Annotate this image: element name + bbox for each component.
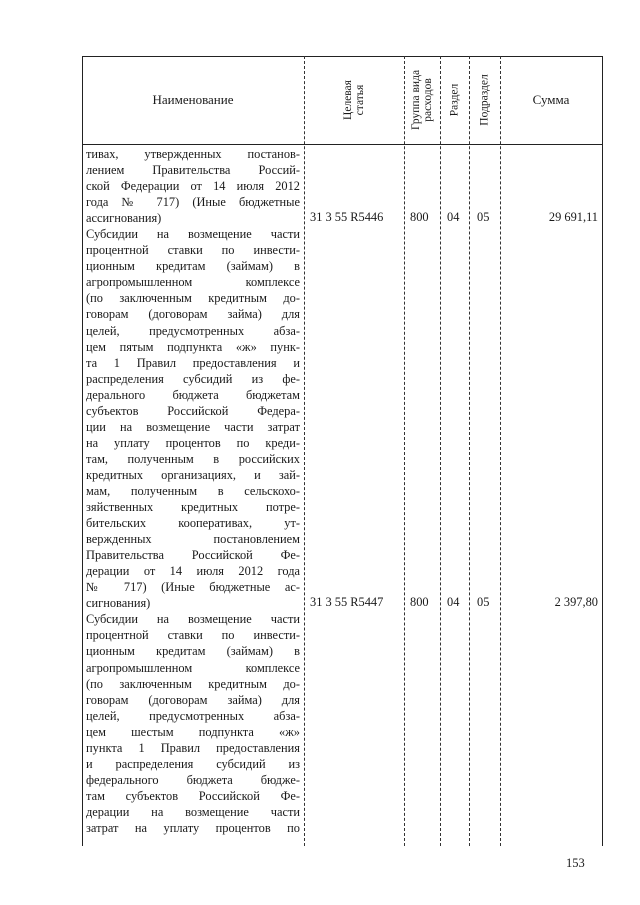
row2-line: мам, полученным в сельскохо- bbox=[86, 483, 300, 498]
row3-line: и распределения субсидий из bbox=[86, 756, 300, 771]
header-expense-group bbox=[404, 56, 440, 144]
row3-line: цем шестым подпункта «ж» bbox=[86, 724, 300, 739]
row2-line: дерации от 14 июля 2012 года bbox=[86, 564, 300, 579]
row2-line: вержденных постановлением bbox=[86, 532, 300, 547]
row1-sum: 29 691,11 bbox=[548, 210, 598, 224]
row3-line: дерации на возмещение части bbox=[86, 804, 300, 819]
row1-line: ской Федерации от 14 июля 2012 bbox=[86, 179, 300, 194]
row2-group: 800 bbox=[410, 595, 429, 609]
row2-line: ционным кредитам (займам) в bbox=[86, 259, 300, 274]
row1-line: лением Правительства Россий- bbox=[86, 163, 300, 178]
page-number: 153 bbox=[566, 856, 585, 870]
row2-code: 31 3 55 R5447 bbox=[310, 595, 384, 609]
row2-line: № 717) (Иные бюджетные ас- bbox=[86, 580, 300, 595]
row2-line: цем пятым подпункта «ж» пунк- bbox=[86, 339, 300, 354]
row2-line: бительских кооперативах, ут- bbox=[86, 516, 300, 531]
header-expense-group-label: Группа вида расходов bbox=[410, 69, 435, 131]
column-divider bbox=[404, 56, 405, 846]
row2-line: зяйственных кредитных потре- bbox=[86, 500, 300, 515]
row2-line: (по заключенным кредитным до- bbox=[86, 291, 300, 306]
table-left-border bbox=[82, 56, 83, 846]
row2-line: говорам (договорам займа) для bbox=[86, 307, 300, 322]
row2-line: там, полученным в российских bbox=[86, 451, 300, 466]
header-section-label: Раздел bbox=[448, 83, 461, 117]
row2-sum: 2 397,80 bbox=[554, 595, 598, 609]
row3-line: там субъектов Российской Фе- bbox=[86, 788, 300, 803]
row1-line: тивах, утвержденных постанов- bbox=[86, 147, 300, 161]
name-column bbox=[86, 146, 300, 836]
row3-line: ционным кредитам (займам) в bbox=[86, 644, 300, 659]
column-divider bbox=[469, 56, 470, 846]
row2-line: Правительства Российской Фе- bbox=[86, 548, 300, 563]
row2-subsection: 05 bbox=[477, 595, 490, 609]
header-subsection-label: Подраздел bbox=[478, 74, 491, 126]
header-target-article-label: Целевая статья bbox=[342, 80, 366, 120]
row2-line: на уплату процентов по креди- bbox=[86, 435, 300, 450]
column-divider bbox=[500, 56, 501, 846]
column-divider bbox=[440, 56, 441, 846]
row2-line: ции на возмещение части затрат bbox=[86, 419, 300, 434]
row1-section: 04 bbox=[447, 210, 460, 224]
column-divider bbox=[304, 56, 305, 846]
row1-line: ассигнования) bbox=[86, 211, 162, 226]
header-name: Наименование bbox=[152, 92, 234, 107]
row3-line: говорам (договорам займа) для bbox=[86, 692, 300, 707]
row2-line: агропромышленном комплексе bbox=[86, 275, 300, 290]
row1-line: года № 717) (Иные бюджетные bbox=[86, 195, 300, 210]
row3-line: агропромышленном комплексе bbox=[86, 660, 300, 675]
row2-line: кредитных организациях, и зай- bbox=[86, 467, 300, 482]
row3-line: Субсидии на возмещение части bbox=[86, 612, 300, 627]
row3-line: целей, предусмотренных абза- bbox=[86, 708, 300, 723]
row3-line: пункта 1 Правил предоставления bbox=[86, 740, 300, 755]
header-target-article bbox=[304, 56, 404, 144]
header-bottom-border bbox=[82, 144, 602, 145]
row1-subsection: 05 bbox=[477, 210, 490, 224]
row2-line: процентной ставки по инвести- bbox=[86, 243, 300, 258]
row3-line: процентной ставки по инвести- bbox=[86, 628, 300, 643]
row2-line: субъектов Российской Федера- bbox=[86, 403, 300, 418]
row2-line: целей, предусмотренных абза- bbox=[86, 323, 300, 338]
row1-group: 800 bbox=[410, 210, 429, 224]
row2-line: дерального бюджета бюджетам bbox=[86, 387, 300, 402]
row2-line: распределения субсидий из фе- bbox=[86, 371, 300, 386]
row3-line: (по заключенным кредитным до- bbox=[86, 676, 300, 691]
row2-line: та 1 Правил предоставления и bbox=[86, 355, 300, 370]
header-section bbox=[440, 56, 469, 144]
row2-section: 04 bbox=[447, 595, 460, 609]
row2-line: сигнования) bbox=[86, 596, 151, 611]
header-sum: Сумма bbox=[532, 92, 570, 107]
row1-code: 31 3 55 R5446 bbox=[310, 210, 384, 224]
row2-line: Субсидии на возмещение части bbox=[86, 227, 300, 242]
header-subsection bbox=[469, 56, 500, 144]
row3-line: затрат на уплату процентов по bbox=[86, 820, 300, 835]
row3-line: федерального бюджета бюдже- bbox=[86, 772, 300, 787]
table-right-border bbox=[602, 56, 603, 846]
